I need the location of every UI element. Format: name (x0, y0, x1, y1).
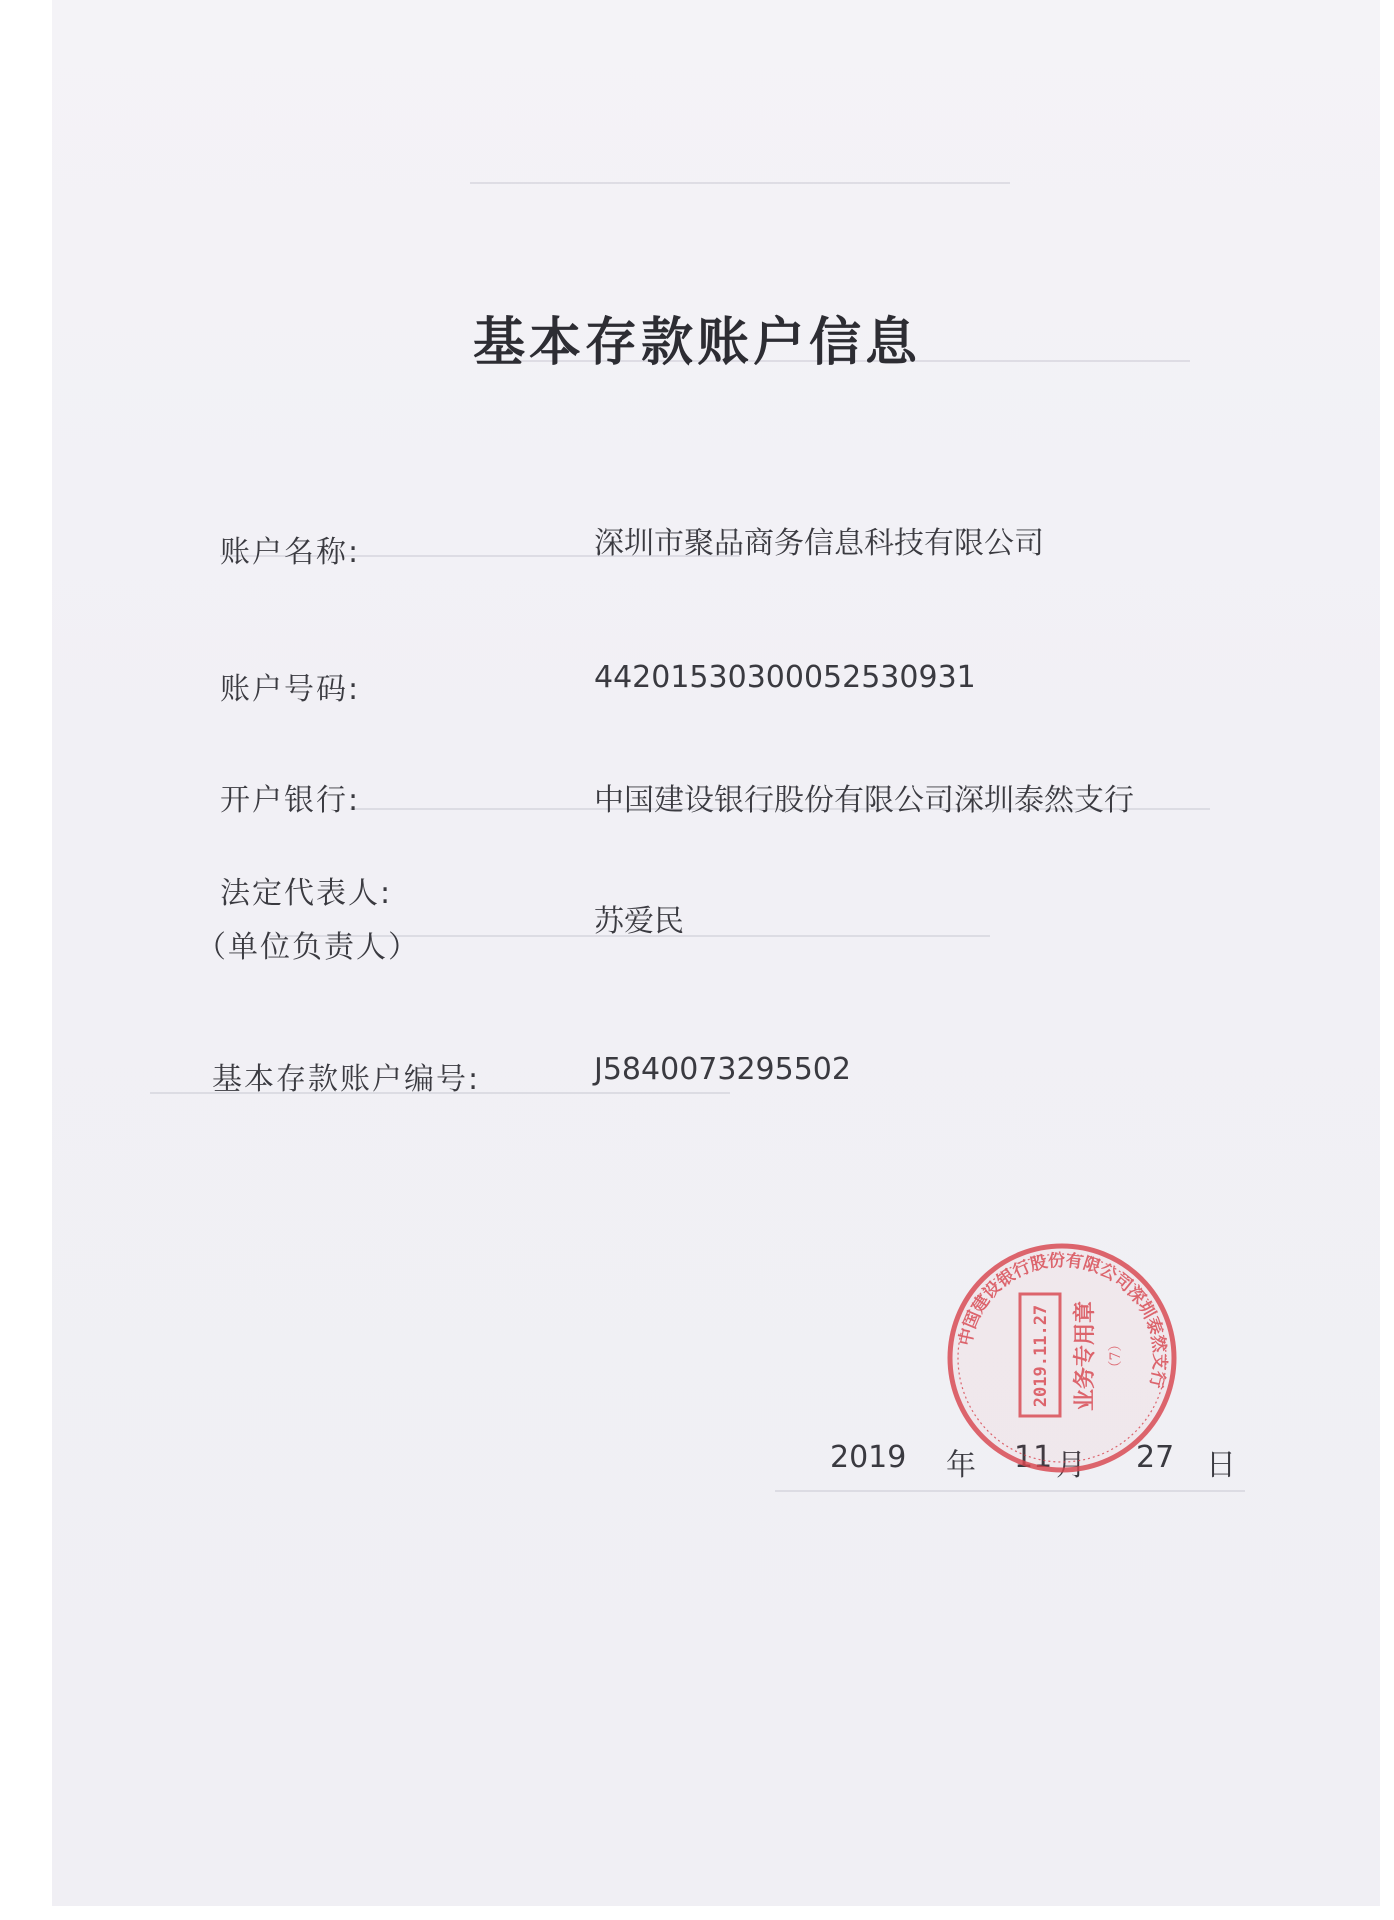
date-day-unit: 日 (1206, 1448, 1236, 1483)
field-label-bank: 开户银行: (220, 783, 361, 818)
field-value-bank: 中国建设银行股份有限公司深圳泰然支行 (594, 783, 1134, 818)
stamp-date: 2019.11.27 (1031, 1304, 1051, 1408)
stamp-ring-text: 中国建设银行股份有限公司深圳泰然支行 (955, 1250, 1170, 1390)
stamp-number: （7） (1108, 1337, 1124, 1375)
scan-artifact-line (470, 182, 1010, 184)
stamp-purpose: 业务专用章 (1072, 1300, 1098, 1412)
date-year: 2019 (830, 1440, 907, 1475)
scan-artifact-line (775, 1490, 1245, 1492)
date-day: 27 (1136, 1440, 1175, 1475)
field-sublabel-legal-rep: （单位负责人） (196, 930, 420, 965)
field-value-account-id: J5840073295502 (594, 1052, 851, 1087)
date-year-unit: 年 (946, 1448, 976, 1483)
field-value-account-number: 44201530300052530931 (594, 660, 976, 695)
field-label-legal-rep: 法定代表人: (220, 876, 393, 911)
field-value-legal-rep: 苏爱民 (594, 904, 684, 939)
bank-stamp-seal (942, 1238, 1182, 1478)
field-value-account-name: 深圳市聚品商务信息科技有限公司 (594, 526, 1044, 561)
field-label-account-name: 账户名称: (220, 535, 361, 570)
scan-margin-left (0, 0, 52, 1920)
field-label-account-id: 基本存款账户编号: (212, 1062, 481, 1097)
field-label-account-number: 账户号码: (220, 672, 361, 707)
scan-margin-right (1380, 0, 1394, 1920)
scan-margin-bottom (0, 1906, 1394, 1920)
document-title: 基本存款账户信息 (472, 312, 921, 373)
